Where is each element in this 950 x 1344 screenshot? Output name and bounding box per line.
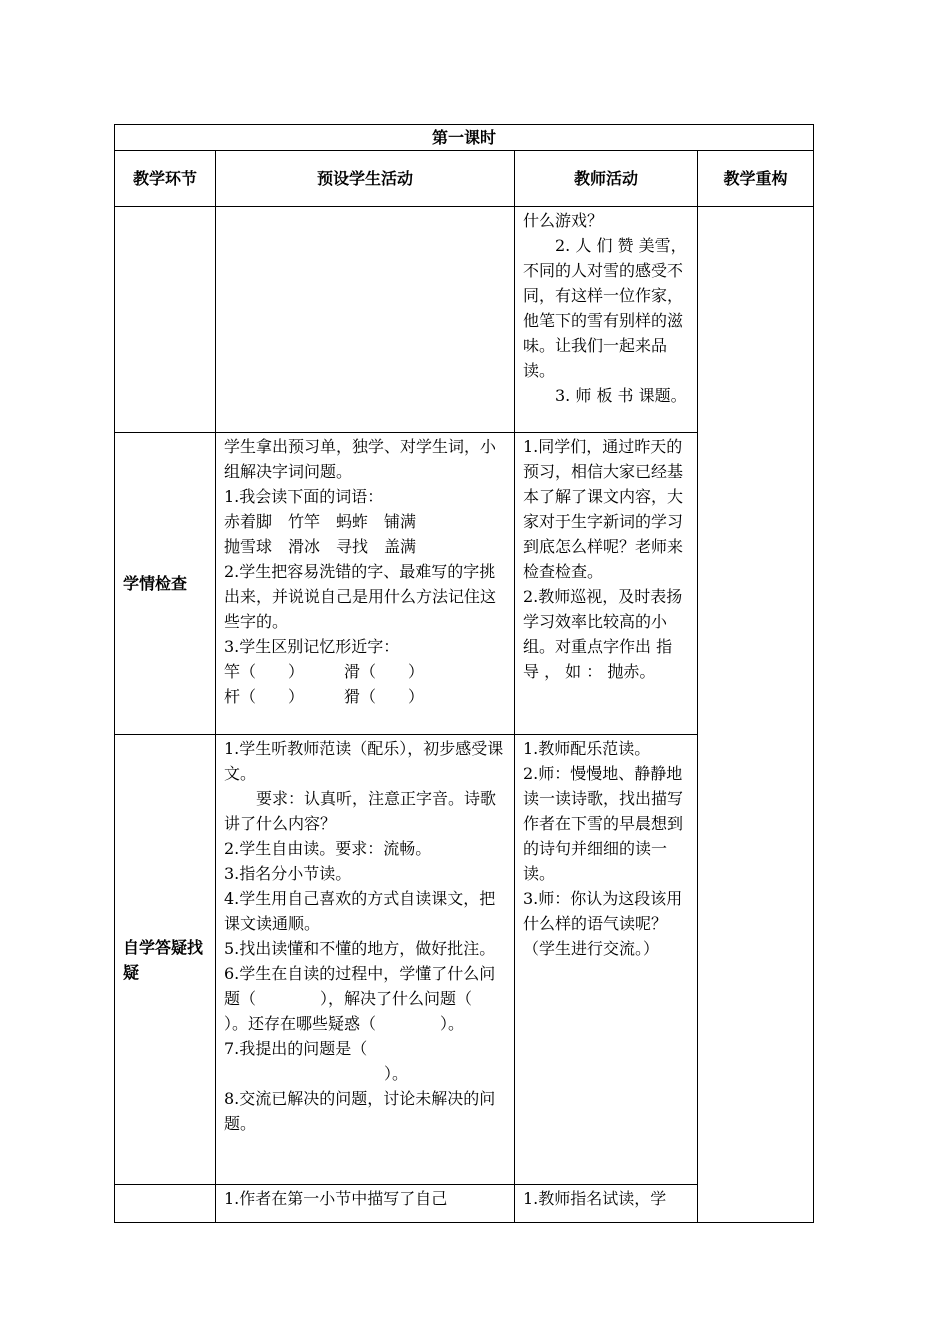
- section-label: [115, 1185, 216, 1223]
- header-teaching-reconstruction: 教学重构: [698, 151, 814, 207]
- header-student-activity: 预设学生活动: [216, 151, 515, 207]
- header-teacher-activity: 教师活动: [515, 151, 698, 207]
- paragraph: 1.教师配乐范读。: [523, 739, 651, 758]
- section-label: 学情检查: [115, 433, 216, 735]
- header-teaching-stage: 教学环节: [115, 151, 216, 207]
- section-label: [115, 207, 216, 433]
- section-label: 自学答疑找疑: [115, 735, 216, 1185]
- paragraph: 3. 师 板 书 课题。: [555, 386, 687, 405]
- paragraph: 5.找出读懂和不懂的地方，做好批注。: [224, 939, 496, 958]
- paragraph: 2.师：慢慢地、静静地读一读诗歌，找出描写作者在下雪的早晨想到的诗句并细细的读一读。: [523, 764, 684, 883]
- student-activity-cell: [216, 433, 515, 735]
- teacher-activity-cell: [515, 433, 698, 735]
- paragraph: 要求：认真听，注意正字音。诗歌讲了什么内容？: [224, 789, 497, 833]
- reconstruction-cell: [698, 207, 814, 1223]
- lesson-plan-table: [114, 124, 814, 1223]
- paragraph: 赤着脚 竹竿 蚂蚱 铺满: [224, 512, 417, 531]
- paragraph: 杆（ ） 猾（ ）: [224, 687, 425, 706]
- table-row: [115, 207, 814, 433]
- paragraph: 1.同学们，通过昨天的预习，相信大家已经基本了解了课文内容，大家对于生字新词的学习到底怎么样呢？老师来检查检查。: [523, 437, 684, 581]
- teacher-activity-cell: [515, 735, 698, 1185]
- paragraph: ）。: [224, 1064, 409, 1083]
- paragraph: 3.学生区别记忆形近字：: [224, 637, 400, 656]
- paragraph: 8.交流已解决的问题，讨论未解决的问题。: [224, 1089, 496, 1133]
- paragraph: 2.教师巡视，及时表扬学习效率比较高的小组。对重点字作出 指 导 ， 如 ： 抛赤。: [523, 587, 683, 681]
- table-title: 第一课时: [115, 125, 814, 151]
- paragraph: 3.师：你认为这段该用什么样的语气读呢？（学生进行交流。）: [523, 889, 683, 958]
- paragraph: 2. 人 们 赞 美雪，不同的人对雪的感受不同，有这样一位作家，他笔下的雪有别样的滋味。让我们一起来品读。: [523, 236, 687, 380]
- paragraph: 2.学生自由读。要求：流畅。: [224, 839, 432, 858]
- header-row: [115, 151, 814, 207]
- paragraph: 什么游戏？: [523, 211, 604, 230]
- paragraph: 抛雪球 滑冰 寻找 盖满: [224, 537, 417, 556]
- table-title-row: [115, 125, 814, 151]
- student-activity-cell: [216, 1185, 515, 1223]
- student-activity-cell: [216, 207, 515, 433]
- paragraph: 4.学生用自己喜欢的方式自读课文，把课文读通顺。: [224, 889, 496, 933]
- paragraph: 1.学生听教师范读（配乐），初步感受课文。: [224, 739, 504, 783]
- student-activity-cell: [216, 735, 537, 1185]
- paragraph: 学生拿出预习单，独学、对学生词，小组解决字词问题。: [224, 437, 497, 481]
- paragraph: 6.学生在自读的过程中，学懂了什么问题（ ），解决了什么问题（ ）。还存在哪些疑惑（ ）。: [224, 964, 537, 1033]
- paragraph: 2.学生把容易洗错的字、最难写的字挑出来，并说说自己是用什么方法记住这些字的。: [224, 562, 497, 631]
- paragraph: 1.我会读下面的词语：: [224, 487, 384, 506]
- paragraph: 3.指名分小节读。: [224, 864, 352, 883]
- paragraph: 7.我提出的问题是（: [224, 1039, 368, 1058]
- teacher-activity-cell: [515, 207, 698, 433]
- paragraph: 1.作者在第一小节中描写了自己: [224, 1189, 448, 1208]
- paragraph: 竿（ ） 滑（ ）: [224, 662, 425, 681]
- paragraph: 1.教师指名试读，学: [523, 1189, 667, 1208]
- teacher-activity-cell: [515, 1185, 698, 1223]
